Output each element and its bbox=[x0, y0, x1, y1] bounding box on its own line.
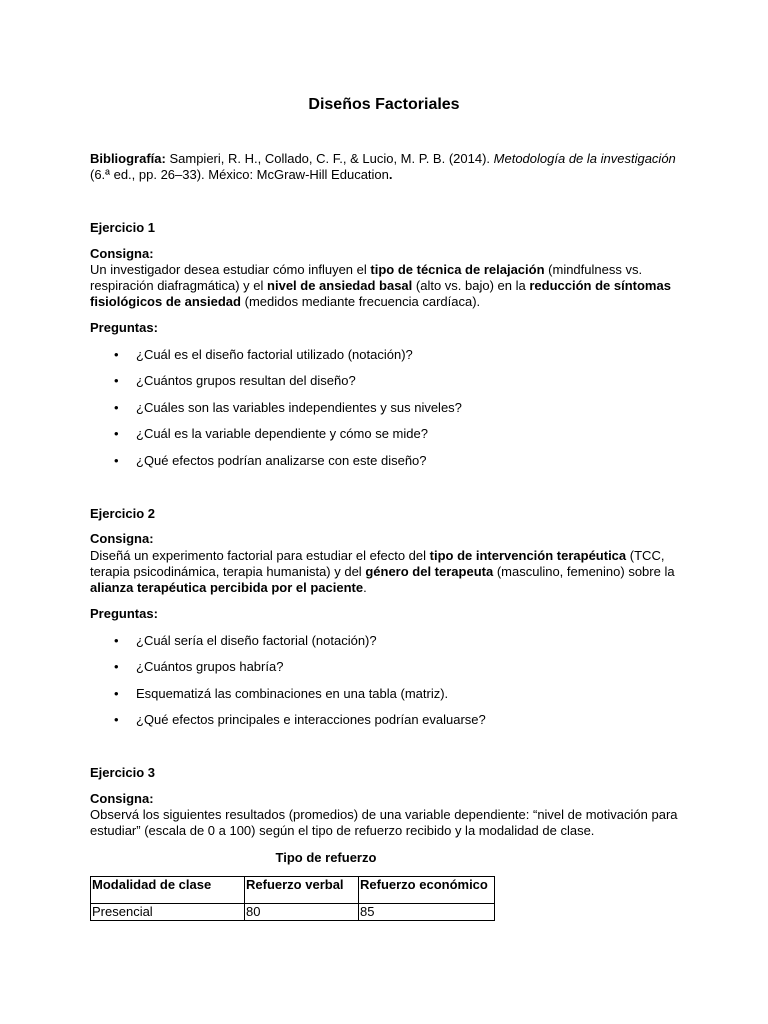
bullet-icon: • bbox=[114, 712, 119, 727]
list-item bbox=[90, 453, 650, 469]
bibliography-label: Bibliografía: bbox=[90, 151, 166, 166]
exercise-2-consigna-label: Consigna: bbox=[90, 531, 154, 546]
exercise-1-consigna-text bbox=[90, 262, 680, 310]
table-header-cell: Modalidad de clase bbox=[91, 877, 245, 904]
list-item bbox=[90, 426, 650, 442]
exercise-1-consigna-label: Consigna: bbox=[90, 246, 154, 261]
table-cell: Presencial bbox=[91, 904, 245, 921]
list-item bbox=[90, 347, 650, 363]
ex1-text-3: (alto vs. bajo) en la bbox=[415, 278, 526, 293]
exercise-1-heading: Ejercicio 1 bbox=[90, 220, 156, 235]
bullet-icon: • bbox=[114, 686, 119, 701]
bibliography-details: (6.ª ed., pp. 26–33). México: McGraw-Hill Education bbox=[90, 167, 389, 182]
bullet-icon: • bbox=[114, 633, 119, 648]
list-item bbox=[90, 712, 650, 728]
ex2-text-2: (TCC, terapia psicodinámica, terapia humanista) y del bbox=[90, 548, 665, 579]
ex1-text-4: (medidos mediante frecuencia cardíaca). bbox=[244, 294, 481, 309]
bibliography bbox=[90, 151, 680, 183]
question-text: ¿Cuáles son las variables independientes y sus niveles? bbox=[136, 400, 462, 415]
exercise-1-preguntas-label: Preguntas: bbox=[90, 320, 158, 335]
table-header-row bbox=[91, 877, 495, 904]
ex2-text-4: . bbox=[363, 580, 367, 595]
bibliography-end: . bbox=[388, 167, 393, 182]
ex1-bold-3: reducción de síntomas fisiológicos de ansiedad bbox=[90, 278, 671, 309]
table-header-cell: Refuerzo verbal bbox=[245, 877, 359, 904]
ex1-bold-1: tipo de técnica de relajación bbox=[370, 262, 545, 277]
bullet-icon: • bbox=[114, 453, 119, 468]
ex2-text-3: (masculino, femenino) sobre la bbox=[496, 564, 675, 579]
question-text: ¿Qué efectos podrían analizarse con este diseño? bbox=[136, 453, 427, 468]
ex2-bold-3: alianza terapéutica percibida por el paciente bbox=[90, 580, 364, 595]
exercise-2-consigna-text bbox=[90, 548, 680, 596]
question-text: ¿Cuál es la variable dependiente y cómo se mide? bbox=[136, 426, 428, 441]
table-caption: Tipo de refuerzo bbox=[275, 850, 377, 865]
ex2-text-1: Diseñá un experimento factorial para estudiar el efecto del bbox=[90, 548, 427, 563]
table-cell: 85 bbox=[359, 904, 495, 921]
list-item bbox=[90, 686, 650, 702]
ex1-bold-2: nivel de ansiedad basal bbox=[267, 278, 413, 293]
bullet-icon: • bbox=[114, 347, 119, 362]
table-row bbox=[91, 904, 495, 921]
question-text: ¿Cuál sería el diseño factorial (notación)? bbox=[136, 633, 377, 648]
question-text: Esquematizá las combinaciones en una tabla (matriz). bbox=[136, 686, 449, 701]
list-item bbox=[90, 373, 650, 389]
results-table bbox=[90, 876, 495, 921]
table-header-cell: Refuerzo económico bbox=[359, 877, 495, 904]
question-text: ¿Qué efectos principales e interacciones podrían evaluarse? bbox=[136, 712, 486, 727]
exercise-3-consigna-text: Observá los siguientes resultados (promedios) de una variable dependiente: “nivel de motivación para estudiar” (escala de 0 a 100) según el tipo de refuerzo recibido y la modalidad de clase. bbox=[90, 807, 678, 838]
list-item bbox=[90, 633, 650, 649]
exercise-2-heading: Ejercicio 2 bbox=[90, 506, 156, 521]
bullet-icon: • bbox=[114, 426, 119, 441]
bibliography-book: Metodología de la investigación bbox=[493, 151, 676, 166]
ex1-text-2: (mindfulness vs. respiración diafragmática) y el bbox=[90, 262, 643, 293]
bullet-icon: • bbox=[114, 400, 119, 415]
ex2-bold-1: tipo de intervención terapéutica bbox=[429, 548, 627, 563]
list-item bbox=[90, 659, 650, 675]
ex2-bold-2: género del terapeuta bbox=[365, 564, 494, 579]
table-cell: 80 bbox=[245, 904, 359, 921]
question-text: ¿Cuántos grupos habría? bbox=[136, 659, 284, 674]
exercise-3-heading: Ejercicio 3 bbox=[90, 765, 156, 780]
exercise-2-preguntas-label: Preguntas: bbox=[90, 606, 158, 621]
question-text: ¿Cuántos grupos resultan del diseño? bbox=[136, 373, 356, 388]
bibliography-authors: Sampieri, R. H., Collado, C. F., & Lucio, M. P. B. (2014). bbox=[169, 151, 491, 166]
bullet-icon: • bbox=[114, 659, 119, 674]
list-item bbox=[90, 400, 650, 416]
ex1-text-1: Un investigador desea estudiar cómo influyen el bbox=[90, 262, 367, 277]
exercise-3-consigna-label: Consigna: bbox=[90, 791, 154, 806]
page-title: Diseños Factoriales bbox=[308, 96, 460, 113]
bullet-icon: • bbox=[114, 373, 119, 388]
question-text: ¿Cuál es el diseño factorial utilizado (notación)? bbox=[136, 347, 413, 362]
